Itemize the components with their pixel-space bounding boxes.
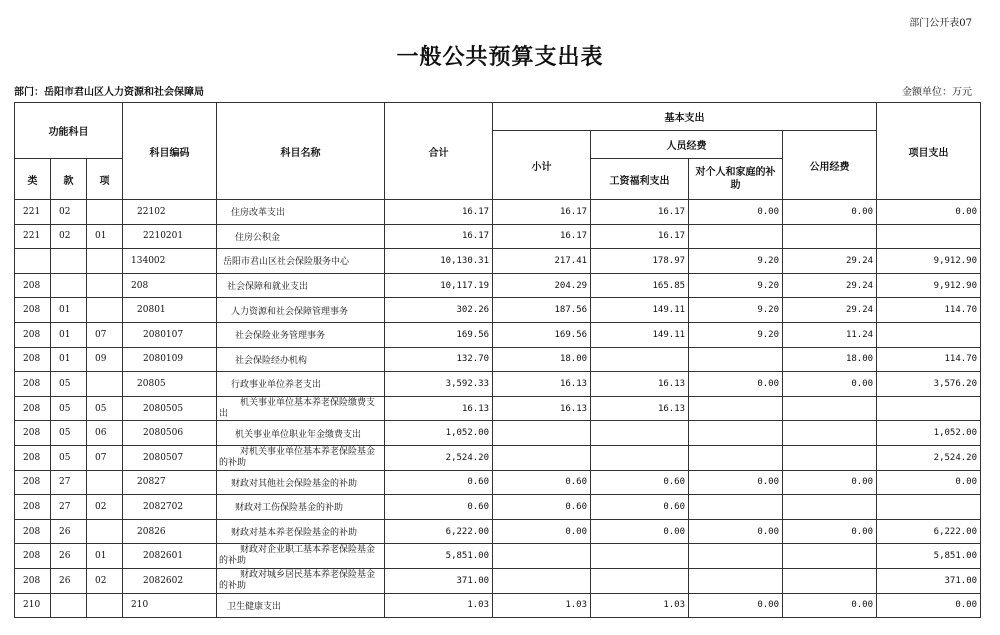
header-xiang: 项 xyxy=(87,159,123,200)
cell-lei xyxy=(15,249,51,274)
cell-public: 0.00 xyxy=(783,200,877,225)
cell-kuan: 26 xyxy=(51,544,87,569)
cell-name: 财政对基本养老保险基金的补助 xyxy=(217,519,385,544)
cell-project: 1,052.00 xyxy=(877,421,981,446)
cell-project: 114.70 xyxy=(877,347,981,372)
cell-kuan: 05 xyxy=(51,372,87,397)
cell-family: 0.00 xyxy=(689,593,783,618)
cell-family xyxy=(689,445,783,470)
cell-name: 社会保险业务管理事务 xyxy=(217,322,385,347)
cell-project: 2,524.20 xyxy=(877,445,981,470)
cell-total: 1,052.00 xyxy=(385,421,493,446)
cell-family: 0.00 xyxy=(689,519,783,544)
cell-name: 住房改革支出 xyxy=(217,200,385,225)
cell-project: 9,912.90 xyxy=(877,249,981,274)
cell-lei: 208 xyxy=(15,372,51,397)
table-row xyxy=(15,544,981,569)
cell-total: 2,524.20 xyxy=(385,445,493,470)
cell-name: 社会保险经办机构 xyxy=(217,347,385,372)
cell-name: 行政事业单位养老支出 xyxy=(217,372,385,397)
cell-project: 9,912.90 xyxy=(877,273,981,298)
cell-wages xyxy=(591,445,689,470)
unit-label: 金额单位：万元 xyxy=(902,87,972,98)
cell-public: 18.00 xyxy=(783,347,877,372)
cell-kuan: 02 xyxy=(51,200,87,225)
cell-family: 9.20 xyxy=(689,273,783,298)
cell-kuan: 27 xyxy=(51,495,87,520)
table-row xyxy=(15,273,981,298)
cell-kuan: 01 xyxy=(51,347,87,372)
cell-total: 6,222.00 xyxy=(385,519,493,544)
cell-name: 社会保障和就业支出 xyxy=(217,273,385,298)
cell-subtotal: 16.13 xyxy=(493,396,591,421)
cell-lei: 208 xyxy=(15,519,51,544)
department-label: 部门：岳阳市君山区人力资源和社会保障局 xyxy=(14,87,204,98)
form-number: 部门公开表07 xyxy=(909,18,972,29)
cell-family xyxy=(689,568,783,593)
cell-name: 财政对企业职工基本养老保险基金的补助 xyxy=(217,544,385,569)
cell-code: 2080507 xyxy=(123,445,217,470)
cell-xiang: 02 xyxy=(87,568,123,593)
cell-lei: 210 xyxy=(15,593,51,618)
cell-subtotal: 16.17 xyxy=(493,200,591,225)
cell-public xyxy=(783,421,877,446)
cell-lei: 208 xyxy=(15,273,51,298)
table-row xyxy=(15,372,981,397)
cell-xiang: 05 xyxy=(87,396,123,421)
header-func-subject: 功能科目 xyxy=(15,103,123,159)
header-total: 合计 xyxy=(385,103,493,200)
cell-code: 2210201 xyxy=(123,224,217,249)
cell-family: 0.00 xyxy=(689,372,783,397)
cell-lei: 208 xyxy=(15,568,51,593)
cell-code: 134002 xyxy=(123,249,217,274)
cell-kuan: 02 xyxy=(51,224,87,249)
cell-wages: 16.13 xyxy=(591,372,689,397)
cell-lei: 208 xyxy=(15,322,51,347)
cell-xiang: 01 xyxy=(87,224,123,249)
cell-total: 10,130.31 xyxy=(385,249,493,274)
cell-public: 0.00 xyxy=(783,372,877,397)
table-row xyxy=(15,593,981,618)
cell-kuan: 01 xyxy=(51,322,87,347)
cell-subtotal xyxy=(493,568,591,593)
cell-code: 2082602 xyxy=(123,568,217,593)
cell-project: 0.00 xyxy=(877,593,981,618)
cell-wages: 178.97 xyxy=(591,249,689,274)
cell-total: 1.03 xyxy=(385,593,493,618)
cell-project: 6,222.00 xyxy=(877,519,981,544)
cell-name: 对机关事业单位基本养老保险基金的补助 xyxy=(217,445,385,470)
cell-name: 住房公积金 xyxy=(217,224,385,249)
cell-code: 2080109 xyxy=(123,347,217,372)
cell-total: 10,117.19 xyxy=(385,273,493,298)
cell-wages xyxy=(591,421,689,446)
cell-lei: 208 xyxy=(15,544,51,569)
cell-total: 132.70 xyxy=(385,347,493,372)
cell-code: 20826 xyxy=(123,519,217,544)
cell-public: 29.24 xyxy=(783,273,877,298)
cell-code: 208 xyxy=(123,273,217,298)
cell-family: 0.00 xyxy=(689,470,783,495)
cell-name: 卫生健康支出 xyxy=(217,593,385,618)
cell-project xyxy=(877,396,981,421)
header-personnel: 人员经费 xyxy=(591,131,783,159)
cell-code: 210 xyxy=(123,593,217,618)
cell-wages: 165.85 xyxy=(591,273,689,298)
cell-xiang: 01 xyxy=(87,544,123,569)
cell-subtotal: 0.60 xyxy=(493,470,591,495)
table-row xyxy=(15,322,981,347)
cell-xiang xyxy=(87,249,123,274)
cell-name: 机关事业单位基本养老保险缴费支出 xyxy=(217,396,385,421)
cell-subtotal: 1.03 xyxy=(493,593,591,618)
table-row xyxy=(15,249,981,274)
table-row xyxy=(15,445,981,470)
cell-xiang: 02 xyxy=(87,495,123,520)
header-kuan: 款 xyxy=(51,159,87,200)
cell-total: 371.00 xyxy=(385,568,493,593)
cell-kuan xyxy=(51,249,87,274)
header-basic: 基本支出 xyxy=(493,103,877,131)
cell-name: 人力资源和社会保障管理事务 xyxy=(217,298,385,323)
cell-subtotal: 204.29 xyxy=(493,273,591,298)
cell-project: 0.00 xyxy=(877,200,981,225)
header-name: 科目名称 xyxy=(217,103,385,200)
cell-xiang xyxy=(87,273,123,298)
page-title: 一般公共预算支出表 xyxy=(396,44,604,70)
table-row xyxy=(15,568,981,593)
table-row xyxy=(15,470,981,495)
cell-wages: 0.00 xyxy=(591,519,689,544)
cell-wages xyxy=(591,568,689,593)
cell-subtotal: 217.41 xyxy=(493,249,591,274)
cell-total: 0.60 xyxy=(385,470,493,495)
budget-table xyxy=(14,102,981,618)
cell-subtotal: 0.00 xyxy=(493,519,591,544)
header-lei: 类 xyxy=(15,159,51,200)
cell-lei: 208 xyxy=(15,421,51,446)
cell-subtotal xyxy=(493,445,591,470)
cell-code: 20805 xyxy=(123,372,217,397)
cell-public xyxy=(783,495,877,520)
cell-family xyxy=(689,347,783,372)
table-row xyxy=(15,200,981,225)
cell-project: 371.00 xyxy=(877,568,981,593)
cell-kuan xyxy=(51,593,87,618)
cell-public xyxy=(783,224,877,249)
cell-public: 11.24 xyxy=(783,322,877,347)
cell-xiang xyxy=(87,519,123,544)
cell-lei: 208 xyxy=(15,396,51,421)
cell-project xyxy=(877,322,981,347)
cell-xiang xyxy=(87,200,123,225)
cell-name: 岳阳市君山区社会保险服务中心 xyxy=(217,249,385,274)
cell-public: 0.00 xyxy=(783,593,877,618)
header-family: 对个人和家庭的补助 xyxy=(689,159,783,200)
cell-xiang: 07 xyxy=(87,445,123,470)
cell-public xyxy=(783,396,877,421)
header-code: 科目编码 xyxy=(123,103,217,200)
cell-wages: 149.11 xyxy=(591,322,689,347)
cell-code: 2080505 xyxy=(123,396,217,421)
cell-xiang xyxy=(87,593,123,618)
cell-lei: 221 xyxy=(15,200,51,225)
cell-code: 2080506 xyxy=(123,421,217,446)
cell-code: 20801 xyxy=(123,298,217,323)
cell-kuan: 05 xyxy=(51,396,87,421)
cell-family: 9.20 xyxy=(689,298,783,323)
cell-kuan: 27 xyxy=(51,470,87,495)
cell-subtotal xyxy=(493,544,591,569)
cell-xiang xyxy=(87,372,123,397)
cell-family xyxy=(689,421,783,446)
cell-family: 9.20 xyxy=(689,249,783,274)
cell-name: 财政对城乡居民基本养老保险基金的补助 xyxy=(217,568,385,593)
cell-public xyxy=(783,568,877,593)
cell-code: 2080107 xyxy=(123,322,217,347)
cell-kuan: 26 xyxy=(51,519,87,544)
cell-total: 16.13 xyxy=(385,396,493,421)
cell-project xyxy=(877,495,981,520)
table-row xyxy=(15,396,981,421)
table-row xyxy=(15,347,981,372)
header-subtotal: 小计 xyxy=(493,131,591,200)
cell-project xyxy=(877,224,981,249)
cell-project: 0.00 xyxy=(877,470,981,495)
cell-subtotal: 18.00 xyxy=(493,347,591,372)
table-row xyxy=(15,421,981,446)
cell-family xyxy=(689,544,783,569)
cell-family xyxy=(689,224,783,249)
cell-public xyxy=(783,544,877,569)
cell-public: 0.00 xyxy=(783,470,877,495)
cell-total: 16.17 xyxy=(385,200,493,225)
cell-project: 114.70 xyxy=(877,298,981,323)
header-project: 项目支出 xyxy=(877,103,981,200)
cell-subtotal: 187.56 xyxy=(493,298,591,323)
cell-xiang: 07 xyxy=(87,322,123,347)
cell-kuan: 05 xyxy=(51,445,87,470)
cell-total: 5,851.00 xyxy=(385,544,493,569)
cell-project: 5,851.00 xyxy=(877,544,981,569)
cell-family xyxy=(689,495,783,520)
cell-wages xyxy=(591,347,689,372)
cell-total: 0.60 xyxy=(385,495,493,520)
cell-family: 9.20 xyxy=(689,322,783,347)
cell-lei: 208 xyxy=(15,347,51,372)
cell-name: 财政对其他社会保险基金的补助 xyxy=(217,470,385,495)
cell-public: 29.24 xyxy=(783,249,877,274)
cell-code: 22102 xyxy=(123,200,217,225)
cell-wages: 0.60 xyxy=(591,470,689,495)
cell-xiang xyxy=(87,470,123,495)
cell-name: 财政对工伤保险基金的补助 xyxy=(217,495,385,520)
cell-total: 302.26 xyxy=(385,298,493,323)
cell-public: 29.24 xyxy=(783,298,877,323)
cell-subtotal xyxy=(493,421,591,446)
cell-wages xyxy=(591,544,689,569)
cell-code: 2082702 xyxy=(123,495,217,520)
cell-wages: 16.17 xyxy=(591,200,689,225)
table-row xyxy=(15,224,981,249)
cell-kuan xyxy=(51,273,87,298)
cell-lei: 208 xyxy=(15,445,51,470)
cell-subtotal: 16.13 xyxy=(493,372,591,397)
cell-xiang: 06 xyxy=(87,421,123,446)
cell-wages: 16.17 xyxy=(591,224,689,249)
cell-total: 3,592.33 xyxy=(385,372,493,397)
cell-total: 169.56 xyxy=(385,322,493,347)
cell-kuan: 01 xyxy=(51,298,87,323)
cell-wages: 149.11 xyxy=(591,298,689,323)
cell-public xyxy=(783,445,877,470)
cell-code: 20827 xyxy=(123,470,217,495)
cell-family: 0.00 xyxy=(689,200,783,225)
cell-lei: 208 xyxy=(15,470,51,495)
cell-kuan: 05 xyxy=(51,421,87,446)
table-row xyxy=(15,298,981,323)
table-row xyxy=(15,519,981,544)
cell-name: 机关事业单位职业年金缴费支出 xyxy=(217,421,385,446)
cell-wages: 1.03 xyxy=(591,593,689,618)
cell-project: 3,576.20 xyxy=(877,372,981,397)
cell-wages: 0.60 xyxy=(591,495,689,520)
cell-lei: 221 xyxy=(15,224,51,249)
cell-lei: 208 xyxy=(15,298,51,323)
cell-total: 16.17 xyxy=(385,224,493,249)
cell-lei: 208 xyxy=(15,495,51,520)
header-public: 公用经费 xyxy=(783,131,877,200)
cell-code: 2082601 xyxy=(123,544,217,569)
cell-xiang: 09 xyxy=(87,347,123,372)
cell-subtotal: 16.17 xyxy=(493,224,591,249)
header-wages: 工资福利支出 xyxy=(591,159,689,200)
cell-subtotal: 0.60 xyxy=(493,495,591,520)
cell-public: 0.00 xyxy=(783,519,877,544)
cell-wages: 16.13 xyxy=(591,396,689,421)
cell-xiang xyxy=(87,298,123,323)
table-row xyxy=(15,495,981,520)
cell-kuan: 26 xyxy=(51,568,87,593)
cell-family xyxy=(689,396,783,421)
cell-subtotal: 169.56 xyxy=(493,322,591,347)
